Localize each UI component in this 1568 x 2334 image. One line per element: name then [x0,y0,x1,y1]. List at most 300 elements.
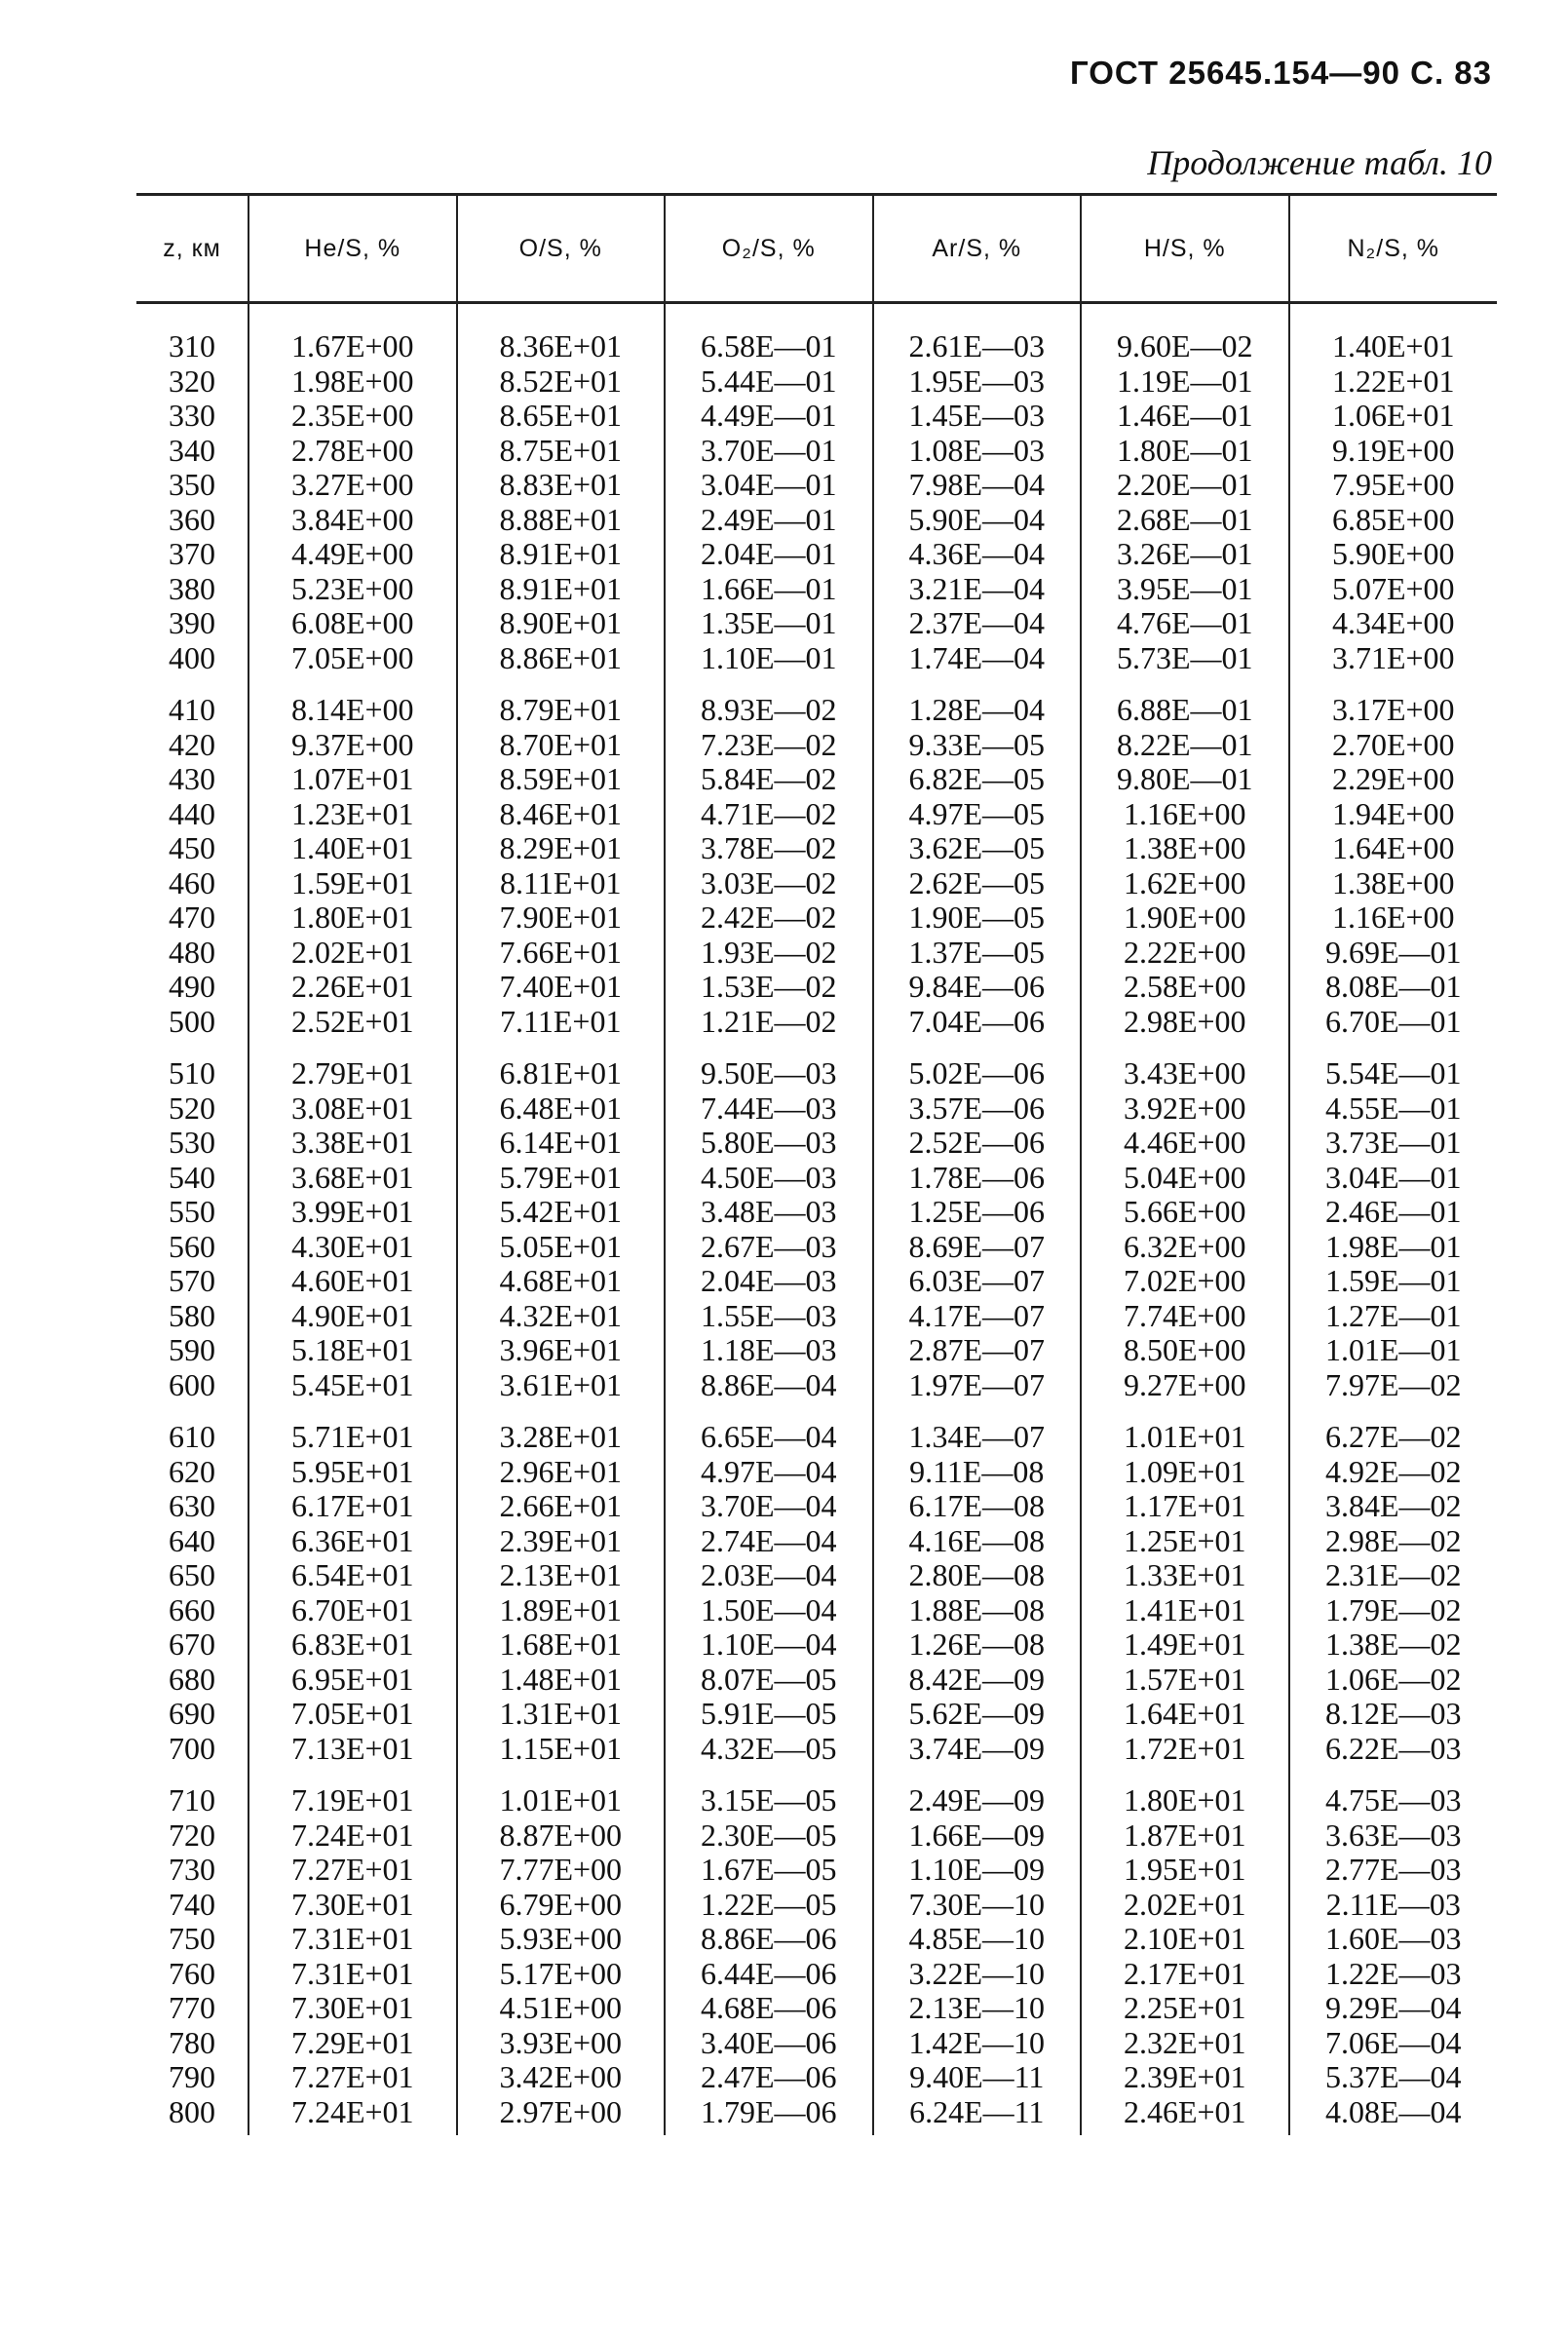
altitude-cell: 420 [169,726,215,762]
value-cell: 1.74E—04 [873,641,1082,676]
column-header: O/S, % [457,195,666,303]
value-cell: 6.65E—04 [665,1402,873,1455]
altitude-cell: 560 [169,1228,215,1264]
value-cell: 3.70E—01 [665,434,873,469]
altitude-cell: 780 [169,2024,215,2060]
value-cell: 1.72E+01 [1081,1732,1289,1767]
value-cell: 6.54E+01 [249,1558,457,1593]
value-cell: 8.86E—04 [665,1368,873,1403]
value-cell: 4.85E—10 [873,1922,1082,1957]
value-cell: 2.52E—06 [873,1126,1082,1161]
value-cell: 6.08E+00 [249,606,457,641]
value-cell: 1.10E—04 [665,1627,873,1663]
value-cell: 9.33E—05 [873,728,1082,763]
value-cell: 2.39E+01 [457,1524,666,1559]
value-cell: 8.75E+01 [457,434,666,469]
value-cell: 1.01E—01 [1289,1333,1498,1368]
value-cell: 8.79E+01 [457,675,666,728]
altitude-cell: 480 [169,934,215,970]
value-cell: 4.08E—04 [1289,2095,1498,2136]
value-cell: 2.80E—08 [873,1558,1082,1593]
value-cell: 1.66E—01 [665,572,873,607]
altitude-cell: 670 [169,1626,215,1662]
value-cell: 5.93E+00 [457,1922,666,1957]
value-cell: 7.29E+01 [249,2026,457,2061]
table-row [136,1368,1497,1403]
value-cell: 1.42E—10 [873,2026,1082,2061]
altitude-cell: 750 [169,1921,215,1956]
altitude-cell: 720 [169,1817,215,1853]
value-cell: 9.60E—02 [1081,303,1289,364]
value-cell: 7.06E—04 [1289,2026,1498,2061]
value-cell: 2.37E—04 [873,606,1082,641]
altitude-cell: 620 [169,1453,215,1489]
value-cell: 1.67E+00 [249,303,457,364]
value-cell: 8.12E—03 [1289,1697,1498,1732]
value-cell: 6.58E—01 [665,303,873,364]
value-cell: 2.61E—03 [873,303,1082,364]
altitude-cell: 580 [169,1297,215,1333]
value-cell: 3.84E+00 [249,503,457,538]
value-cell: 5.44E—01 [665,364,873,400]
value-cell: 1.80E—01 [1081,434,1289,469]
altitude-cell: 450 [169,830,215,865]
value-cell: 4.17E—07 [873,1299,1082,1334]
value-cell: 7.02E+00 [1081,1264,1289,1299]
altitude-cell: 320 [169,363,215,399]
altitude-cell: 610 [169,1419,215,1454]
altitude-cell: 790 [169,2059,215,2094]
value-cell: 1.88E—08 [873,1593,1082,1628]
altitude-cell: 520 [169,1090,215,1126]
value-cell: 1.59E+01 [249,866,457,901]
value-cell: 7.97E—02 [1289,1368,1498,1403]
value-cell: 1.78E—06 [873,1161,1082,1196]
value-cell: 7.40E+01 [457,970,666,1005]
value-cell: 1.40E+01 [1289,303,1498,364]
table-row [136,1005,1497,1040]
altitude-cell: 540 [169,1159,215,1195]
altitude-cell: 470 [169,899,215,935]
value-cell: 5.90E+00 [1289,537,1498,572]
value-cell: 4.71E—02 [665,797,873,832]
value-cell: 1.01E+01 [1081,1402,1289,1455]
value-cell: 8.11E+01 [457,866,666,901]
value-cell: 8.59E+01 [457,762,666,797]
value-cell: 5.42E+01 [457,1195,666,1230]
value-cell: 2.42E—02 [665,900,873,936]
value-cell: 2.20E—01 [1081,468,1289,503]
value-cell: 2.11E—03 [1289,1888,1498,1923]
value-cell: 3.57E—06 [873,1091,1082,1127]
value-cell: 2.49E—09 [873,1766,1082,1818]
value-cell: 4.36E—04 [873,537,1082,572]
value-cell: 1.22E—05 [665,1888,873,1923]
value-cell: 8.52E+01 [457,364,666,400]
value-cell: 8.86E—06 [665,1922,873,1957]
altitude-cell: 630 [169,1488,215,1523]
value-cell: 1.25E—06 [873,1195,1082,1230]
value-cell: 1.64E+00 [1289,831,1498,866]
value-cell: 3.04E—01 [1289,1161,1498,1196]
value-cell: 4.50E—03 [665,1161,873,1196]
atmosphere-composition-table [136,193,1497,2135]
table-row [136,399,1497,434]
table-row [136,1091,1497,1127]
altitude-cell: 640 [169,1522,215,1558]
value-cell: 2.79E+01 [249,1039,457,1091]
table-row [136,1039,1497,1091]
table-row [136,970,1497,1005]
value-cell: 1.09E+01 [1081,1455,1289,1490]
value-cell: 2.62E—05 [873,866,1082,901]
value-cell: 2.70E+00 [1289,728,1498,763]
value-cell: 1.53E—02 [665,970,873,1005]
table-continuation-caption: Продолжение табл. 10 [1147,143,1492,182]
value-cell: 5.37E—04 [1289,2060,1498,2095]
value-cell: 1.57E+01 [1081,1663,1289,1698]
value-cell: 4.68E—06 [665,1991,873,2026]
value-cell: 1.38E+00 [1081,831,1289,866]
value-cell: 5.04E+00 [1081,1161,1289,1196]
value-cell: 1.16E+00 [1289,900,1498,936]
value-cell: 1.16E+00 [1081,797,1289,832]
value-cell: 2.04E—03 [665,1264,873,1299]
value-cell: 2.47E—06 [665,2060,873,2095]
value-cell: 2.31E—02 [1289,1558,1498,1593]
value-cell: 1.90E—05 [873,900,1082,936]
table-header-row [136,195,1497,303]
value-cell: 5.07E+00 [1289,572,1498,607]
value-cell: 2.98E+00 [1081,1005,1289,1040]
value-cell: 9.29E—04 [1289,1991,1498,2026]
value-cell: 6.44E—06 [665,1957,873,1992]
value-cell: 1.10E—01 [665,641,873,676]
value-cell: 2.26E+01 [249,970,457,1005]
value-cell: 6.81E+01 [457,1039,666,1091]
table-row [136,1524,1497,1559]
value-cell: 3.26E—01 [1081,537,1289,572]
value-cell: 7.30E—10 [873,1888,1082,1923]
altitude-cell: 390 [169,605,215,640]
altitude-cell: 740 [169,1886,215,1922]
value-cell: 1.37E—05 [873,936,1082,971]
table-row [136,1489,1497,1524]
value-cell: 1.22E—03 [1289,1957,1498,1992]
altitude-cell: 690 [169,1696,215,1731]
value-cell: 3.40E—06 [665,2026,873,2061]
altitude-cell: 370 [169,536,215,571]
value-cell: 1.38E—02 [1289,1627,1498,1663]
value-cell: 3.43E+00 [1081,1039,1289,1091]
altitude-cell: 730 [169,1852,215,1887]
altitude-cell: 530 [169,1125,215,1160]
altitude-cell: 510 [169,1055,215,1090]
value-cell: 3.38E+01 [249,1126,457,1161]
value-cell: 1.07E+01 [249,762,457,797]
value-cell: 1.93E—02 [665,936,873,971]
table-row [136,1766,1497,1818]
value-cell: 3.17E+00 [1289,675,1498,728]
table-row [136,762,1497,797]
data-table-container [136,193,1497,2135]
value-cell: 1.28E—04 [873,675,1082,728]
value-cell: 3.93E+00 [457,2026,666,2061]
value-cell: 8.46E+01 [457,797,666,832]
value-cell: 5.62E—09 [873,1697,1082,1732]
value-cell: 6.32E+00 [1081,1230,1289,1265]
value-cell: 6.22E—03 [1289,1732,1498,1767]
value-cell: 3.84E—02 [1289,1489,1498,1524]
value-cell: 8.90E+01 [457,606,666,641]
value-cell: 3.28E+01 [457,1402,666,1455]
value-cell: 5.90E—04 [873,503,1082,538]
value-cell: 1.35E—01 [665,606,873,641]
altitude-cell: 310 [169,328,215,363]
value-cell: 1.26E—08 [873,1627,1082,1663]
value-cell: 1.49E+01 [1081,1627,1289,1663]
value-cell: 8.91E+01 [457,537,666,572]
altitude-cell: 400 [169,639,215,675]
value-cell: 7.98E—04 [873,468,1082,503]
value-cell: 2.39E+01 [1081,2060,1289,2095]
value-cell: 1.27E—01 [1289,1299,1498,1334]
column-header: H/S, % [1081,195,1289,303]
value-cell: 2.78E+00 [249,434,457,469]
value-cell: 2.58E+00 [1081,970,1289,1005]
value-cell: 2.96E+01 [457,1455,666,1490]
value-cell: 1.50E—04 [665,1593,873,1628]
table-row [136,797,1497,832]
value-cell: 3.15E—05 [665,1766,873,1818]
value-cell: 7.77E+00 [457,1853,666,1888]
value-cell: 1.64E+01 [1081,1697,1289,1732]
column-header: He/S, % [249,195,457,303]
value-cell: 2.13E+01 [457,1558,666,1593]
value-cell: 1.41E+01 [1081,1593,1289,1628]
value-cell: 7.11E+01 [457,1005,666,1040]
value-cell: 2.77E—03 [1289,1853,1498,1888]
value-cell: 1.23E+01 [249,797,457,832]
value-cell: 6.36E+01 [249,1524,457,1559]
value-cell: 1.90E+00 [1081,900,1289,936]
value-cell: 4.51E+00 [457,1991,666,2026]
value-cell: 7.74E+00 [1081,1299,1289,1334]
value-cell: 1.80E+01 [249,900,457,936]
value-cell: 8.87E+00 [457,1818,666,1854]
value-cell: 1.25E+01 [1081,1524,1289,1559]
value-cell: 3.27E+00 [249,468,457,503]
value-cell: 4.32E—05 [665,1732,873,1767]
value-cell: 1.38E+00 [1289,866,1498,901]
altitude-cell: 590 [169,1332,215,1367]
table-row [136,831,1497,866]
altitude-cell: 460 [169,864,215,900]
value-cell: 5.73E—01 [1081,641,1289,676]
altitude-cell: 600 [169,1366,215,1402]
value-cell: 4.92E—02 [1289,1455,1498,1490]
value-cell: 7.66E+01 [457,936,666,971]
altitude-cell: 660 [169,1591,215,1627]
value-cell: 7.27E+01 [249,2060,457,2095]
value-cell: 5.80E—03 [665,1126,873,1161]
value-cell: 1.31E+01 [457,1697,666,1732]
table-row [136,1299,1497,1334]
value-cell: 1.08E—03 [873,434,1082,469]
value-cell: 8.36E+01 [457,303,666,364]
table-row [136,503,1497,538]
value-cell: 1.18E—03 [665,1333,873,1368]
value-cell: 8.91E+01 [457,572,666,607]
altitude-cell: 680 [169,1661,215,1697]
altitude-cell: 650 [169,1557,215,1592]
table-row [136,1402,1497,1455]
value-cell: 2.02E+01 [1081,1888,1289,1923]
value-cell: 7.19E+01 [249,1766,457,1818]
value-cell: 2.46E—01 [1289,1195,1498,1230]
altitude-cell: 340 [169,432,215,468]
value-cell: 3.62E—05 [873,831,1082,866]
value-cell: 7.31E+01 [249,1922,457,1957]
value-cell: 7.24E+01 [249,2095,457,2136]
value-cell: 1.21E—02 [665,1005,873,1040]
table-row [136,364,1497,400]
table-row [136,572,1497,607]
altitude-cell: 330 [169,398,215,433]
table-row [136,1922,1497,1957]
value-cell: 4.32E+01 [457,1299,666,1334]
value-cell: 1.34E—07 [873,1402,1082,1455]
value-cell: 7.04E—06 [873,1005,1082,1040]
value-cell: 2.52E+01 [249,1005,457,1040]
value-cell: 5.66E+00 [1081,1195,1289,1230]
value-cell: 1.01E+01 [457,1766,666,1818]
value-cell: 6.70E+01 [249,1593,457,1628]
value-cell: 5.71E+01 [249,1402,457,1455]
value-cell: 3.63E—03 [1289,1818,1498,1854]
value-cell: 9.11E—08 [873,1455,1082,1490]
value-cell: 7.30E+01 [249,1888,457,1923]
altitude-cell: 550 [169,1194,215,1229]
value-cell: 6.27E—02 [1289,1402,1498,1455]
value-cell: 8.86E+01 [457,641,666,676]
value-cell: 9.50E—03 [665,1039,873,1091]
value-cell: 8.70E+01 [457,728,666,763]
value-cell: 8.65E+01 [457,399,666,434]
value-cell: 6.88E—01 [1081,675,1289,728]
value-cell: 5.84E—02 [665,762,873,797]
table-row [136,1195,1497,1230]
value-cell: 5.17E+00 [457,1957,666,1992]
value-cell: 4.55E—01 [1289,1091,1498,1127]
value-cell: 5.18E+01 [249,1333,457,1368]
value-cell: 9.40E—11 [873,2060,1082,2095]
value-cell: 4.16E—08 [873,1524,1082,1559]
table-row [136,1333,1497,1368]
value-cell: 9.69E—01 [1289,936,1498,971]
table-row [136,936,1497,971]
value-cell: 4.75E—03 [1289,1766,1498,1818]
table-row [136,900,1497,936]
altitude-cell: 360 [169,501,215,537]
table-row [136,1558,1497,1593]
value-cell: 5.45E+01 [249,1368,457,1403]
page-header: ГОСТ 25645.154—90 С. 83 [1069,55,1492,91]
value-cell: 3.99E+01 [249,1195,457,1230]
value-cell: 1.22E+01 [1289,364,1498,400]
value-cell: 1.95E—03 [873,364,1082,400]
value-cell: 3.61E+01 [457,1368,666,1403]
value-cell: 2.46E+01 [1081,2095,1289,2136]
column-header: z, км [136,195,249,303]
table-row [136,468,1497,503]
table-row [136,1853,1497,1888]
value-cell: 1.06E+01 [1289,399,1498,434]
table-row [136,2095,1497,2136]
value-cell: 8.83E+01 [457,468,666,503]
value-cell: 2.29E+00 [1289,762,1498,797]
value-cell: 1.45E—03 [873,399,1082,434]
altitude-cell: 410 [169,692,215,727]
value-cell: 4.34E+00 [1289,606,1498,641]
value-cell: 1.79E—06 [665,2095,873,2136]
value-cell: 5.23E+00 [249,572,457,607]
table-row [136,1264,1497,1299]
table-row [136,641,1497,676]
table-row [136,2026,1497,2061]
altitude-cell: 770 [169,1990,215,2025]
value-cell: 1.94E+00 [1289,797,1498,832]
column-header: N₂/S, % [1289,195,1498,303]
value-cell: 2.17E+01 [1081,1957,1289,1992]
table-row [136,1991,1497,2026]
altitude-cell: 760 [169,1955,215,1991]
table-body [136,303,1497,2136]
value-cell: 4.97E—04 [665,1455,873,1490]
altitude-cell: 700 [169,1730,215,1766]
value-cell: 2.49E—01 [665,503,873,538]
value-cell: 7.27E+01 [249,1853,457,1888]
value-cell: 1.40E+01 [249,831,457,866]
value-cell: 8.08E—01 [1289,970,1498,1005]
value-cell: 1.80E+01 [1081,1766,1289,1818]
value-cell: 2.67E—03 [665,1230,873,1265]
value-cell: 1.19E—01 [1081,364,1289,400]
table-row [136,675,1497,728]
value-cell: 6.17E+01 [249,1489,457,1524]
table-row [136,728,1497,763]
value-cell: 5.95E+01 [249,1455,457,1490]
value-cell: 3.48E—03 [665,1195,873,1230]
value-cell: 8.29E+01 [457,831,666,866]
value-cell: 5.91E—05 [665,1697,873,1732]
altitude-cell: 570 [169,1263,215,1298]
value-cell: 1.79E—02 [1289,1593,1498,1628]
table-row [136,1888,1497,1923]
value-cell: 1.48E+01 [457,1663,666,1698]
value-cell: 1.67E—05 [665,1853,873,1888]
value-cell: 8.88E+01 [457,503,666,538]
value-cell: 1.68E+01 [457,1627,666,1663]
table-row [136,1697,1497,1732]
value-cell: 3.42E+00 [457,2060,666,2095]
value-cell: 1.89E+01 [457,1593,666,1628]
value-cell: 2.25E+01 [1081,1991,1289,2026]
value-cell: 6.24E—11 [873,2095,1082,2136]
value-cell: 2.74E—04 [665,1524,873,1559]
table-row [136,537,1497,572]
value-cell: 6.17E—08 [873,1489,1082,1524]
